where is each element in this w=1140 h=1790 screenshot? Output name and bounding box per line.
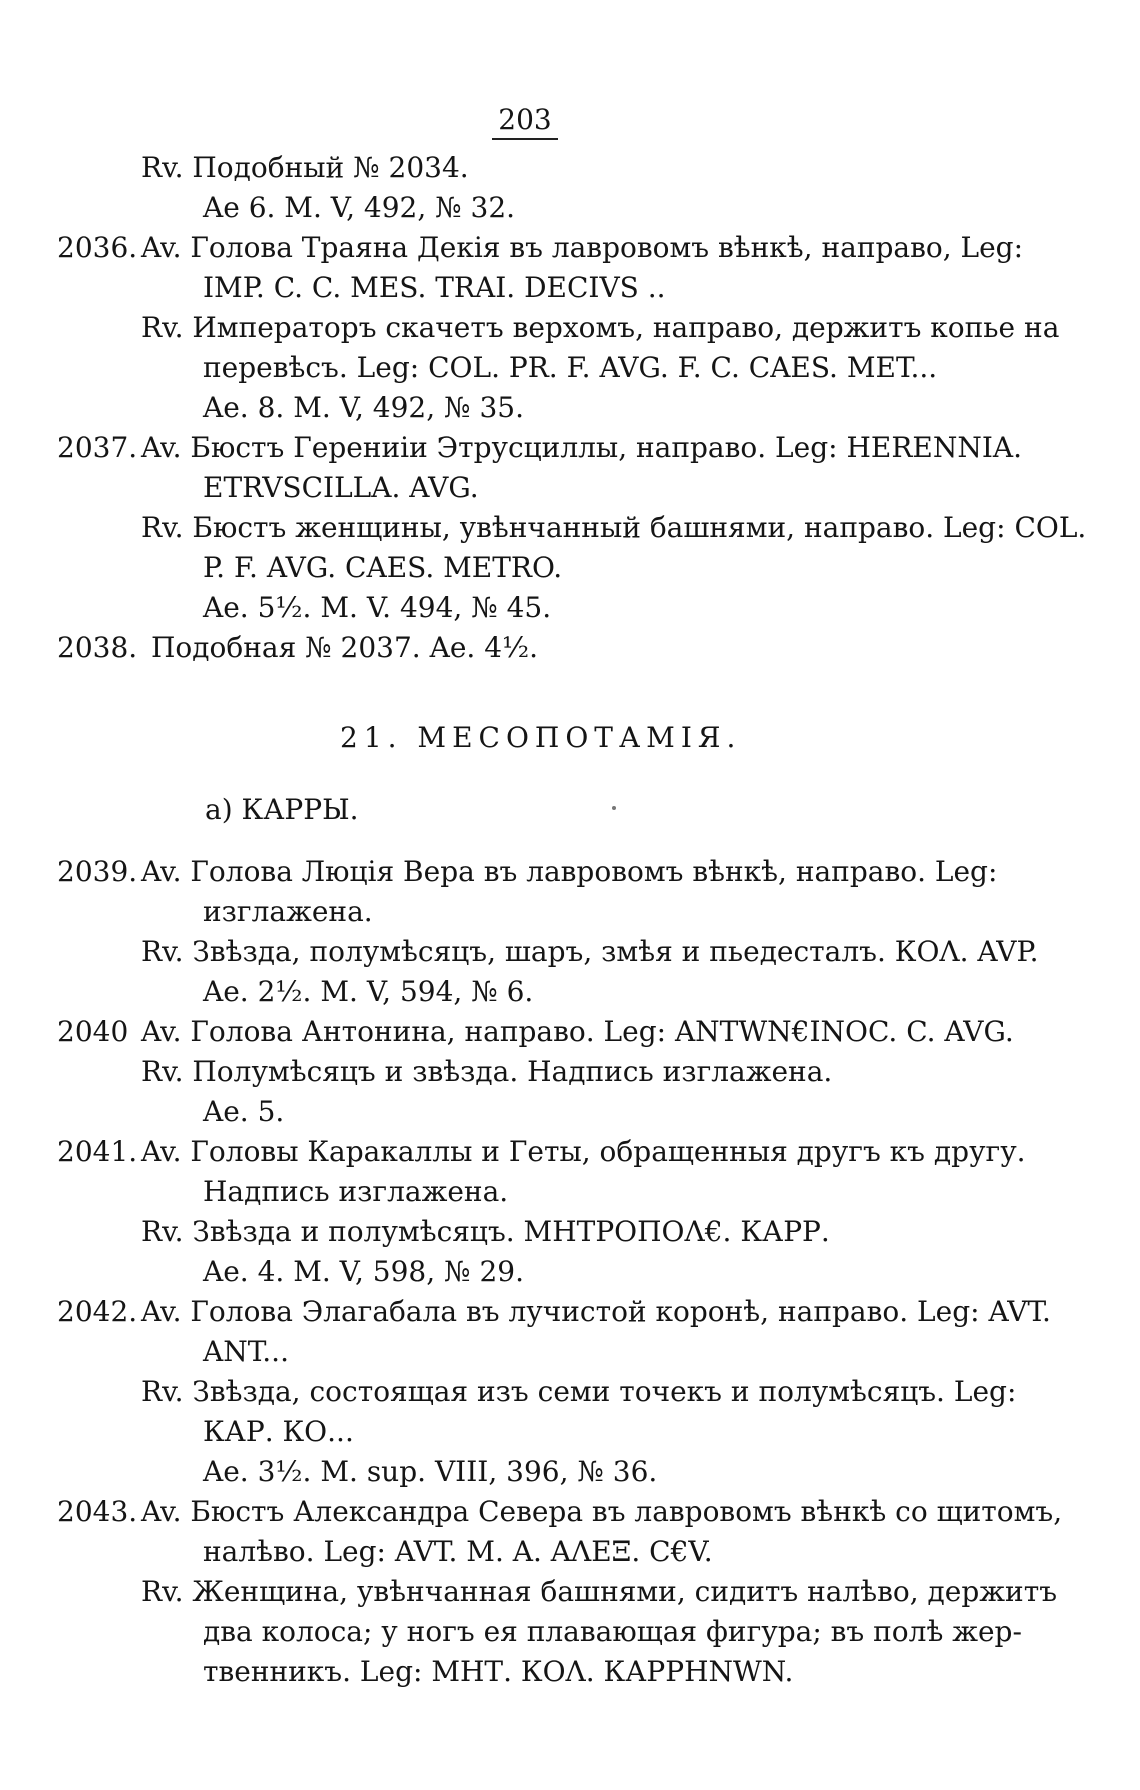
obverse-line: Av. Голова Люція Вера въ лавровомъ вѣнкѣ, направо. Leg: [141, 855, 998, 888]
obverse-line: Av. Головы Каракаллы и Геты, обращенныя другъ къ другу. [141, 1135, 1026, 1168]
legend-line: изглажена. [203, 895, 373, 928]
entry-number-2043: 2043. [57, 1495, 138, 1528]
entry-number-2042: 2042. [57, 1295, 138, 1328]
legend-line: ETRVSCILLA. AVG. [203, 471, 479, 504]
legend-line: IMP. C. C. MES. TRAI. DECIVS .. [203, 271, 666, 304]
reverse-line: Rv. Звѣзда, полумѣсяцъ, шаръ, змѣя и пьедесталъ. КОΛ. AVP. [141, 935, 1039, 968]
subsection-title: а) КАРРЫ. [205, 793, 359, 826]
reference-line: Ae. 5. [203, 1095, 285, 1128]
reverse-line: Rv. Звѣзда, состоящая изъ семи точекъ и полумѣсяцъ. Leg: [141, 1375, 1017, 1408]
reverse-line: Rv. Бюстъ женщины, увѣнчанный башнями, направо. Leg: COL. [141, 511, 1087, 544]
legend-line: налѣво. Leg: AVT. M. A. AΛEΞ. C€V. [203, 1535, 713, 1568]
obverse-line: Av. Голова Элагабала въ лучистой коронѣ, направо. Leg: AVT. [141, 1295, 1051, 1328]
entry-number-2036: 2036. [57, 231, 138, 264]
reverse-line: Rv. Подобный № 2034. [141, 151, 469, 184]
reverse-line: Rv. Женщина, увѣнчанная башнями, сидитъ налѣво, держитъ [141, 1575, 1058, 1608]
legend-line: перевѣсъ. Leg: COL. PR. F. AVG. F. C. CAES. MET... [203, 351, 938, 384]
page-number: 203 [492, 104, 558, 140]
legend-line: ANT... [203, 1335, 289, 1368]
print-speck [612, 806, 616, 810]
obverse-line: Av. Голова Траяна Декія въ лавровомъ вѣнкѣ, направо, Leg: [141, 231, 1024, 264]
reverse-line: два колоса; у ногъ ея плавающая фигура; въ полѣ жер- [203, 1615, 1022, 1648]
reverse-line: Rv. Звѣзда и полумѣсяцъ. МНТРОПОΛ€. КАРР. [141, 1215, 830, 1248]
reference-line: Ae. 5½. M. V. 494, № 45. [203, 591, 552, 624]
reverse-line: Rv. Императоръ скачетъ верхомъ, направо, держитъ копье на [141, 311, 1060, 344]
legend-line: Надпись изглажена. [203, 1175, 509, 1208]
entry-number-2038: 2038. [57, 631, 138, 664]
obverse-line: Av. Бюстъ Герениіи Этрусциллы, направо. Leg: HERENNIA. [141, 431, 1023, 464]
legend-line: твенникъ. Leg: МНТ. КОΛ. КАРРНNWN. [203, 1655, 794, 1688]
obverse-line: Av. Бюстъ Александра Севера въ лавровомъ вѣнкѣ со щитомъ, [141, 1495, 1063, 1528]
reverse-line: Rv. Полумѣсяцъ и звѣзда. Надпись изглажена. [141, 1055, 833, 1088]
reference-line: Ae. 3½. M. sup. VIII, 396, № 36. [203, 1455, 658, 1488]
section-title: 21. МЕСОПОТАМІЯ. [340, 721, 742, 754]
entry-text: Подобная № 2037. Ae. 4½. [151, 631, 539, 664]
reference-line: Ae. 2½. M. V, 594, № 6. [203, 975, 534, 1008]
legend-line: КАР. КО... [203, 1415, 354, 1448]
reference-line: Ae. 8. M. V, 492, № 35. [203, 391, 524, 424]
entry-number-2039: 2039. [57, 855, 138, 888]
reference-line: Ae 6. M. V, 492, № 32. [203, 191, 516, 224]
entry-number-2040: 2040 [57, 1015, 129, 1048]
reference-line: Ae. 4. M. V, 598, № 29. [203, 1255, 524, 1288]
obverse-line: Av. Голова Антонина, направо. Leg: ANTWN€INOC. C. AVG. [141, 1015, 1014, 1048]
entry-number-2037: 2037. [57, 431, 138, 464]
legend-line: P. F. AVG. CAES. METRO. [203, 551, 563, 584]
entry-number-2041: 2041. [57, 1135, 138, 1168]
